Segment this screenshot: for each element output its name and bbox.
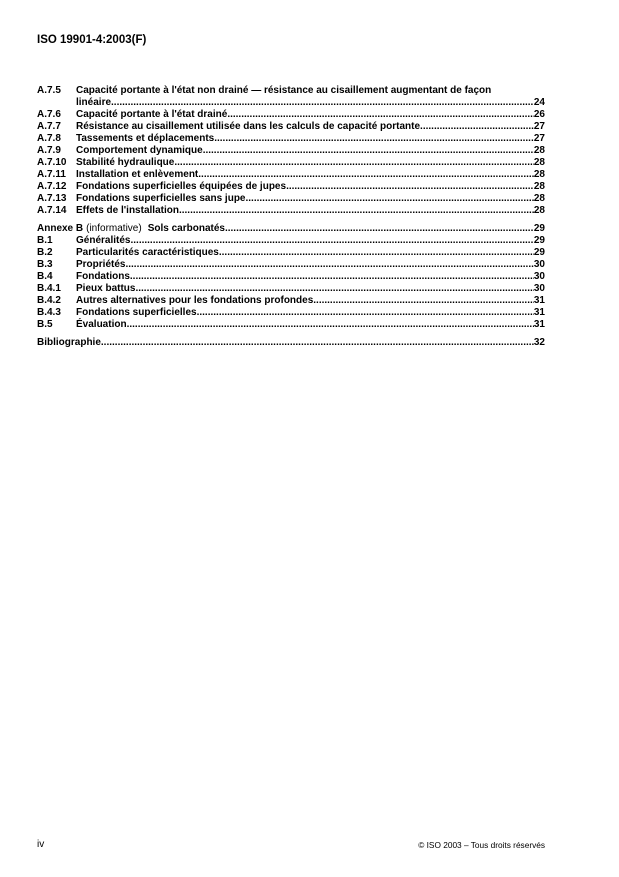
dot-leader (246, 193, 534, 205)
toc-entry-title-continued: linéaire (76, 97, 112, 108)
dot-leader (130, 235, 533, 247)
toc-entry-number: B.4 (37, 271, 53, 282)
dot-leader (174, 157, 534, 169)
document-header: ISO 19901-4:2003(F) (37, 34, 147, 46)
toc-entry-page: 28 (533, 169, 545, 180)
toc-entry-b-4-3[interactable] (37, 307, 545, 319)
toc-entry-page: 26 (533, 109, 545, 120)
toc-entry-page: 32 (533, 337, 545, 348)
toc-entry-title: Effets de l'installation (76, 205, 179, 216)
dot-leader (198, 169, 534, 181)
dot-leader (130, 271, 534, 283)
toc-entry-title: Capacité portante à l'état drainé (76, 109, 228, 120)
toc-entry-page: 28 (533, 181, 545, 192)
dot-leader (286, 181, 534, 193)
toc-entry-page: 30 (533, 271, 545, 282)
annex-status: (informative) (86, 223, 142, 234)
dot-leader (225, 223, 534, 235)
toc-entry-annex-b[interactable] (37, 223, 545, 235)
toc-entry-b-4-1[interactable] (37, 283, 545, 295)
toc-entry-title: Propriétés (76, 259, 126, 270)
toc-entry-b-4-2[interactable] (37, 295, 545, 307)
toc-entry-a-7-14[interactable] (37, 205, 545, 217)
dot-leader (420, 121, 534, 133)
toc-entry-a-7-6[interactable] (37, 109, 545, 121)
toc-entry-page: 28 (533, 205, 545, 216)
toc-entry-page: 27 (533, 133, 545, 144)
toc-entry-number: A.7.6 (37, 109, 61, 120)
toc-entry-page: 28 (533, 145, 545, 156)
toc-entry-title: Fondations superficielles (76, 307, 197, 318)
toc-entry-title: Fondations (76, 271, 130, 282)
toc-entry-bibliography[interactable] (37, 337, 545, 349)
page-number: iv (37, 839, 45, 850)
annex-title: Sols carbonatés (147, 223, 225, 234)
toc-entry-a-7-5[interactable] (37, 85, 545, 97)
toc-entry-a-7-10[interactable] (37, 157, 545, 169)
toc-entry-title: Généralités (76, 235, 131, 246)
toc-entry-a-7-12[interactable] (37, 181, 545, 193)
toc-entry-title: Installation et enlèvement (76, 169, 199, 180)
dot-leader (127, 319, 534, 331)
toc-entry-page: 29 (533, 247, 545, 258)
dot-leader (214, 133, 534, 145)
toc-entry-number: A.7.8 (37, 133, 61, 144)
toc-entry-number: B.4.1 (37, 283, 61, 294)
toc-entry-b-4[interactable] (37, 271, 545, 283)
toc-entry-a-7-8[interactable] (37, 133, 545, 145)
toc-entry-number: A.7.11 (37, 169, 66, 180)
toc-entry-number: A.7.7 (37, 121, 61, 132)
toc-entry-a-7-13[interactable] (37, 193, 545, 205)
toc-entry-number: B.1 (37, 235, 53, 246)
toc-entry-b-1[interactable] (37, 235, 545, 247)
toc-entry-number: A.7.12 (37, 181, 67, 192)
toc-entry-page: 30 (533, 283, 545, 294)
toc-entry-number: B.4.3 (37, 307, 61, 318)
toc-entry-page: 24 (533, 97, 545, 108)
toc-entry-page: 31 (533, 307, 545, 318)
toc-entry-number: A.7.5 (37, 85, 61, 96)
dot-leader (227, 109, 534, 121)
dot-leader (313, 295, 534, 307)
toc-entry-page: 29 (533, 223, 545, 234)
copyright-notice: © ISO 2003 – Tous droits réservés (418, 840, 545, 850)
annex-label: Annexe B (37, 223, 84, 234)
toc-entry-page: 30 (533, 259, 545, 270)
toc-entry-b-3[interactable] (37, 259, 545, 271)
toc-entry-title: Fondations superficielles sans jupe (76, 193, 246, 204)
dot-leader (111, 97, 534, 109)
toc-entry-title: Comportement dynamique (76, 145, 203, 156)
toc-entry-number: B.2 (37, 247, 53, 258)
toc-entry-page: 28 (533, 157, 545, 168)
dot-leader (179, 205, 534, 217)
dot-leader (101, 337, 534, 349)
toc-entry-title: Stabilité hydraulique (76, 157, 175, 168)
toc-entry-page: 29 (533, 235, 545, 246)
toc-entry-page: 27 (533, 121, 545, 132)
toc-entry-number: B.4.2 (37, 295, 61, 306)
dot-leader (197, 307, 534, 319)
toc-entry-b-2[interactable] (37, 247, 545, 259)
toc-entry-title: Autres alternatives pour les fondations profondes (76, 295, 314, 306)
toc-entry-number: A.7.10 (37, 157, 67, 168)
toc-entry-title: Tassements et déplacements (76, 133, 215, 144)
table-of-contents (37, 85, 545, 349)
toc-entry-title: Capacité portante à l'état non drainé — résistance au cisaillement augmentant de façon (76, 85, 492, 96)
dot-leader (203, 145, 534, 157)
toc-entry-title: Bibliographie (37, 337, 101, 348)
toc-entry-a-7-11[interactable] (37, 169, 545, 181)
toc-entry-number: B.3 (37, 259, 53, 270)
toc-entry-page: 28 (533, 193, 545, 204)
toc-entry-title: Pieux battus (76, 283, 136, 294)
toc-entry-page: 31 (533, 295, 545, 306)
toc-entry-a-7-9[interactable] (37, 145, 545, 157)
toc-entry-title: Évaluation (76, 319, 127, 330)
dot-leader (135, 283, 533, 295)
dot-leader (219, 247, 534, 259)
toc-entry-title: Particularités caractéristiques (76, 247, 219, 258)
toc-entry-b-5[interactable] (37, 319, 545, 331)
toc-annex-heading (37, 223, 225, 235)
toc-entry-a-7-7[interactable] (37, 121, 545, 133)
toc-entry-title: Fondations superficielles équipées de jupes (76, 181, 287, 192)
toc-entry-number: A.7.14 (37, 205, 67, 216)
toc-entry-number: A.7.13 (37, 193, 67, 204)
toc-entry-number: B.5 (37, 319, 53, 330)
toc-entry-title: Résistance au cisaillement utilisée dans les calculs de capacité portante (76, 121, 421, 132)
toc-entry-a-7-5-continued[interactable] (37, 97, 545, 109)
dot-leader (125, 259, 533, 271)
toc-entry-page: 31 (533, 319, 545, 330)
toc-entry-number: A.7.9 (37, 145, 61, 156)
